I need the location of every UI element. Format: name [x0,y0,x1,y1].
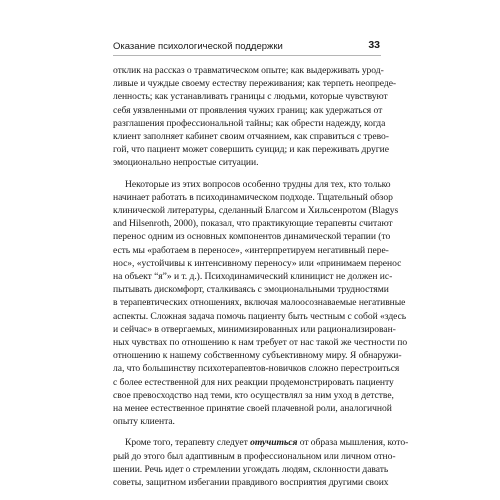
text-line: рый до этого был адаптивным в профессиональном или личном отно- [113,450,396,462]
text-line: опыту клиента. [113,416,175,428]
body-text [113,64,409,489]
text-line: на менее естественное принятие своей плачевной роли, аналогичной [113,403,392,415]
text-line: отклик на рассказ о травматическом опыте; как выдерживать урод- [113,65,384,76]
text-line: и сейчас» в отвергаемых, минимизированных или рационализирован- [113,323,396,335]
text-line: есть мы «работаем в переносе», «интерпретируем негативный пере- [113,244,389,256]
text-line: с более естественной для них реакции продемонстрировать пациенту [113,376,394,388]
text-line: пытывать дискомфорт, сталкиваясь с эмоциональными трудностями [113,284,389,296]
text-line: ных чувствах по отношению к нам требует от нас такой же честности по [113,337,408,349]
text-line: ла, что большинству психотерапевтов-новичков сложно перестроиться [113,363,400,375]
emphasized-word: отучиться [250,437,298,449]
text-line: ливые и чуждые своему естеству переживания; как терпеть неопреде- [113,78,397,90]
text-line: шении. Речь идет о стремлении угождать людям, склонности давать [113,463,389,475]
text-line: ленность; как устанавливать границы с людьми, которые чувствуют [113,91,388,103]
text-line: гой, что пациент может совершить суицид; и как переживать другие [113,144,389,156]
text-line: советы, защитном избегании правдивого восприятия другими своих [113,477,389,489]
text-line: нос», «устойчивы к интенсивному переносу» или «принимаем перенос [113,257,402,269]
paragraph [113,436,409,489]
text-line: клинической литературы, сделанный Благсом и Хильсенротом (Blagys [113,205,399,217]
text-line: Некоторые из этих вопросов особенно трудны для тех, кто только [125,178,391,190]
page-number: 33 [368,39,380,51]
text-line: клиент заполняет кабинет своим отчаянием, как справиться с трево- [113,131,389,143]
text-line: себя уязвленными от проявления чужих границ; как удержаться от [113,104,383,116]
running-title: Оказание психологической поддержки [113,41,283,52]
header-rule [113,55,381,56]
text-line: аспекты. Сложная задача помочь пациенту быть честным с собой «здесь [113,310,407,322]
text-line: перенос одним из основных компонентов динамической терапии (то [113,231,391,243]
paragraph [113,64,397,170]
paragraph [113,178,408,429]
text-line: and Hilsenroth, 2000), показал, что практикующие терапевты считают [113,218,393,230]
text-line: свое превосходство над теми, кто осуществлял за ним уход в детстве, [113,389,394,401]
text-line: в терапевтических отношениях, включая малоосознаваемые негативные [113,297,406,309]
text-line: отношению к нашему собственному субъективному миру. Я обнаружи- [113,350,402,362]
text-line: эмоционально непростые ситуации. [113,157,259,169]
text-line: начинает работать в психодинамическом подходе. Тщательный обзор [113,191,393,203]
text-line: разглашения профессиональной тайны; как обрести надежду, когда [113,117,386,129]
text-line: на объект “я”» и т. д.). Психодинамический клиницист не должен ис- [113,271,393,283]
text-line: Кроме того, терапевту следует отучиться от образа мышления, кото- [125,437,409,449]
